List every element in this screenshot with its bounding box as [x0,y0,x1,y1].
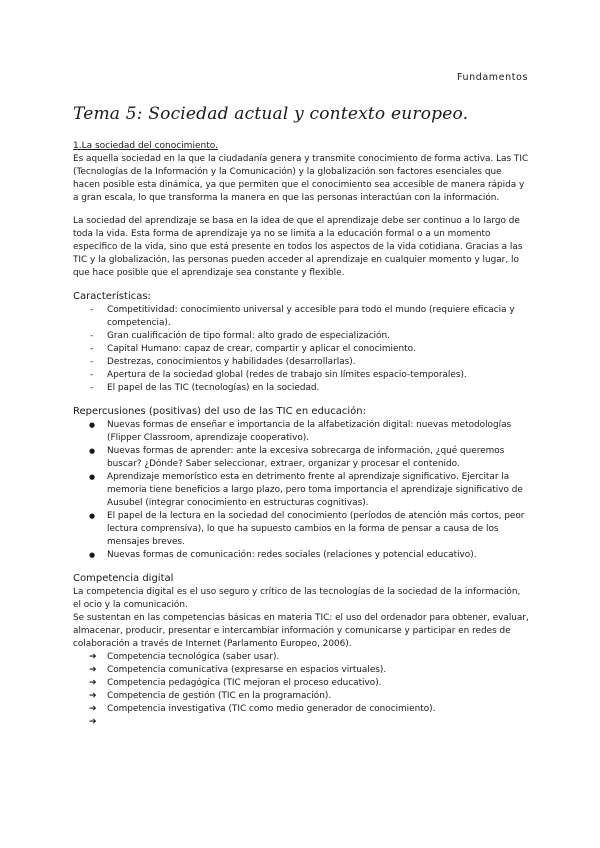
list-item: ● Nuevas formas de aprender: ante la excesiva sobrecarga de información, ¿qué queremos buscar? ¿Dónde? Saber seleccionar, extraer, organizar y procesar el contenido. [73,445,531,471]
paragraph: Es aquella sociedad en la que la ciudadanía genera y transmite conocimiento de forma activa. Las TIC (Tecnologías de la Información y la Comunicación) y la globalización son factores esenciales que hacen posible esta dinámica, ya que permiten que el conocimiento sea accesible de manera rápida y a gran escala, lo que transforma la manera en que las personas interactúan con la información. [73,154,529,203]
list-item: ● El papel de la lectura en la sociedad del conocimiento (períodos de atención más cortos, peor lectura comprensiva), lo que ha supuesto cambios en la forma de pensar a causa de los mensajes breves. [73,510,531,549]
list-item: ● Nuevas formas de comunicación: redes sociales (relaciones y potencial educativo). [73,549,531,562]
repercussions-list [73,419,531,562]
page-title: Tema 5: Sociedad actual y contexto europeo. [73,104,469,124]
document-header: Fundamentos [456,72,528,83]
digital-competence-heading: Competencia digital [73,573,174,584]
list-item: ➔ Competencia tecnológica (saber usar). [73,651,531,664]
list-item: - Destrezas, conocimientos y habilidades (desarrollarlas). [73,356,531,369]
paragraph: Se sustentan en las competencias básicas en materia TIC: el uso del ordenador para obtener, evaluar, almacenar, producir, presentar e intercambiar información y comunicarse y participar en redes de colaboración a través de Internet (Parlamento Europeo, 2006). [73,613,529,649]
list-item: ➔ Competencia de gestión (TIC en la programación). [73,690,531,703]
characteristics-list [73,304,531,395]
list-item [73,716,531,729]
list-item: ➔ Competencia pedagógica (TIC mejoran el proceso educativo). [73,677,531,690]
section-heading: 1.La sociedad del conocimiento. [73,141,218,151]
list-item: ➔ Competencia comunicativa (expresarse en espacios virtuales). [73,664,531,677]
characteristics-heading: Características: [73,291,151,302]
list-item: - Competitividad: conocimiento universal y accesible para todo el mundo (requiere eficacia y competencia). [73,304,531,330]
paragraph: La sociedad del aprendizaje se basa en la idea de que el aprendizaje debe ser continuo a lo largo de toda la vida. Esta forma de aprendizaje ya no se limita a la educación formal o a un momento específico de la vida, sino que está presente en todos los aspectos de la vida cotidiana. Gracias a las TIC y la globalización, las personas pueden acceder al aprendizaje en cualquier momento y lugar, lo que hace posible que el aprendizaje sea constante y flexible. [73,216,523,278]
paragraph: La competencia digital es el uso seguro y crítico de las tecnologías de la sociedad de la información, el ocio y la comunicación. [73,587,521,610]
list-item: ● Aprendizaje memorístico esta en detrimento frente al aprendizaje significativo. Ejercitar la memoria tiene beneficios a largo plazo, pero toma importancia el aprendizaje significativo de Ausubel (integrar conocimiento en estructuras cognitivas). [73,471,531,510]
list-item: - Apertura de la sociedad global (redes de trabajo sin límites espacio-temporales). [73,369,531,382]
competence-list [73,651,531,729]
list-item: - Gran cualificación de tipo formal: alto grado de especialización. [73,330,531,343]
list-item: - El papel de las TIC (tecnologías) en la sociedad. [73,382,531,395]
repercussions-heading: Repercusiones (positivas) del uso de las TIC en educación: [73,406,366,417]
list-item: ● Nuevas formas de enseñar e importancia de la alfabetización digital: nuevas metodologías (Flipper Classroom, aprendizaje cooperativo). [73,419,531,445]
list-item: - Capital Humano: capaz de crear, compartir y aplicar el conocimiento. [73,343,531,356]
list-item: ➔ Competencia investigativa (TIC como medio generador de conocimiento). [73,703,531,716]
document-body [73,104,531,729]
